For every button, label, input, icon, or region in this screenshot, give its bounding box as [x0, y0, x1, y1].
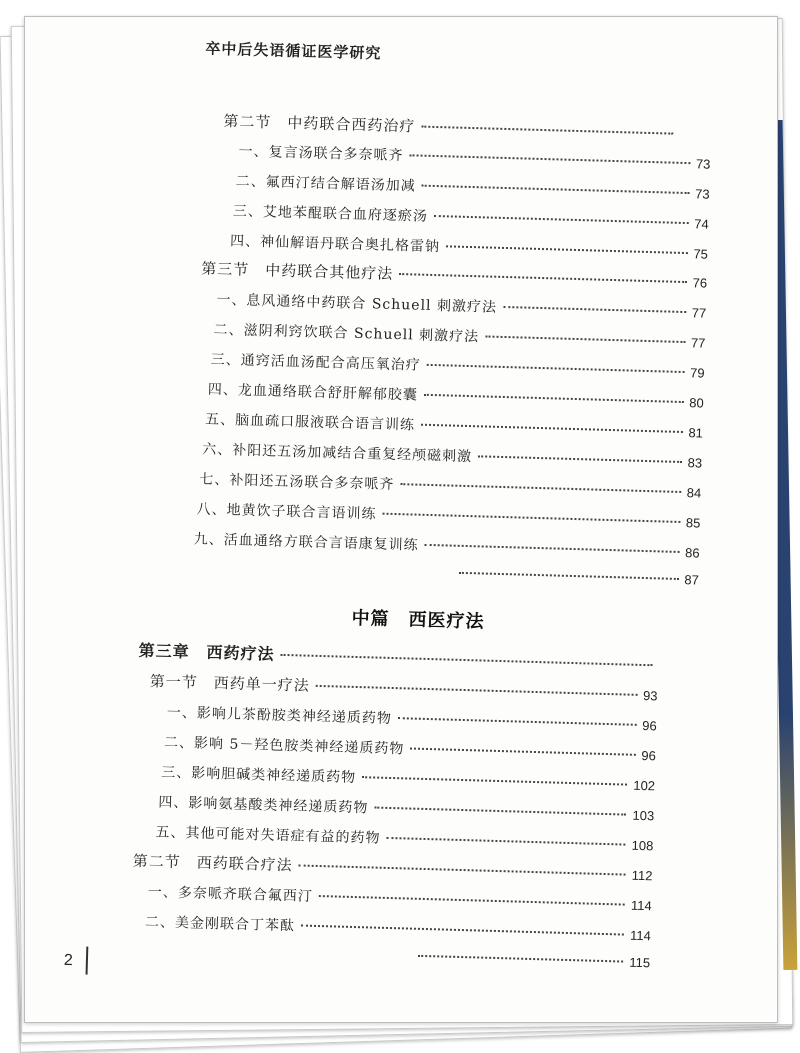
- toc-entry-page: 87: [684, 572, 700, 588]
- toc-entry-title: 第三节 中药联合其他疗法: [201, 259, 394, 283]
- toc-entry: [202, 439, 702, 473]
- toc-entry-page: 79: [689, 365, 705, 381]
- toc-entry-page: 75: [693, 246, 709, 262]
- toc-entry: [145, 911, 651, 945]
- dot-leader: [362, 776, 627, 785]
- toc-entry-title: 八、地黄饮子联合言语训练: [196, 501, 377, 523]
- dot-leader: [299, 864, 626, 875]
- toc-entry-title: 二、影响 5－羟色胺类神经递质药物: [163, 734, 405, 758]
- toc-entry-title: 五、脑血疏口服液联合语言训练: [204, 411, 416, 434]
- toc-entry-page: 77: [690, 335, 706, 351]
- dot-leader: [319, 895, 625, 906]
- toc-entry: [223, 110, 679, 144]
- dot-leader: [434, 215, 688, 224]
- dot-leader: [374, 807, 626, 816]
- dot-leader: [446, 245, 687, 254]
- toc-entry: [138, 638, 658, 676]
- toc-entry: [161, 762, 655, 796]
- toc-entry-page: 76: [692, 275, 708, 291]
- toc-entry-page: 84: [686, 485, 702, 501]
- dot-leader: [424, 394, 683, 403]
- toc-entry: [158, 792, 654, 826]
- dot-leader: [281, 654, 653, 666]
- toc-entry: [155, 821, 653, 855]
- dot-leader: [383, 513, 680, 523]
- toc-entry-title: 三、影响胆碱类神经递质药物: [160, 764, 357, 787]
- toc-entry-title: 一、多奈哌齐联合氟西汀: [147, 884, 314, 905]
- toc-entry-page: 96: [641, 747, 657, 764]
- toc-entry-page: 93: [642, 688, 658, 704]
- toc-entry-page: 73: [695, 156, 711, 172]
- toc-entry-page: 96: [642, 717, 657, 734]
- toc-entry: [193, 528, 699, 562]
- dot-leader: [400, 483, 680, 493]
- toc-entry: [238, 141, 710, 174]
- dot-leader: [427, 364, 684, 373]
- toc-entry: [412, 949, 650, 971]
- toc-entry: [230, 230, 708, 263]
- toc-entry-title: 第三章 西药疗法: [138, 640, 275, 664]
- toc-entry-title: 四、神仙解语丹联合奥扎格雷钠: [229, 233, 441, 256]
- toc-entry: [453, 566, 699, 588]
- book-page: [24, 16, 778, 1023]
- toc-entry-title: 七、补阳还五汤联合多奈哌齐: [199, 471, 395, 493]
- toc-entry-title: 二、滋阴利窍饮联合 Schuell 刺激疗法: [213, 321, 480, 346]
- toc-entry-page: 80: [689, 395, 704, 411]
- toc-entry-page: 103: [632, 807, 655, 824]
- toc-entry: [213, 319, 705, 353]
- toc-entry: [132, 850, 652, 886]
- toc-entry-title: 一、复言汤联合多奈哌齐: [238, 143, 404, 165]
- page-content: [24, 16, 778, 1023]
- toc-entry-page: 81: [688, 425, 704, 441]
- toc-entry: [205, 409, 703, 443]
- toc-entry-title: 三、通窍活血汤配合高压氧治疗: [210, 351, 421, 374]
- toc-entry-page: 77: [691, 305, 707, 321]
- dot-leader: [422, 185, 689, 194]
- toc-entry: [216, 289, 706, 323]
- toc-entry-page: 74: [694, 216, 709, 232]
- toc-entry: [201, 258, 707, 293]
- dot-leader: [301, 925, 624, 936]
- dot-leader: [386, 837, 625, 846]
- toc-entry-page: 85: [685, 515, 701, 531]
- toc-entry-title: 第二节 西药联合疗法: [132, 851, 293, 875]
- toc-entry-title: 二、美金刚联合丁苯酞: [144, 914, 296, 935]
- toc-entry: [233, 200, 709, 233]
- toc-entry: [167, 702, 657, 736]
- dot-leader: [399, 273, 686, 283]
- toc-entry: [148, 881, 652, 915]
- dot-leader: [459, 572, 679, 580]
- toc-entry-title: 一、影响儿茶酚胺类神经递质药物: [166, 704, 393, 727]
- toc-entry-page: 73: [694, 186, 710, 202]
- part-title: 中篇 西医疗法: [351, 607, 485, 633]
- toc-entry: [235, 170, 709, 203]
- toc-entry-title: 四、龙血通络联合舒肝解郁胶囊: [207, 381, 419, 404]
- toc-entry: [196, 498, 700, 532]
- dot-leader: [410, 748, 635, 756]
- toc-entry-title: 二、氟西汀结合解语汤加减: [235, 173, 416, 195]
- toc-entry-page: 115: [629, 954, 651, 971]
- dot-leader: [425, 544, 679, 553]
- toc-entry-page: 108: [631, 837, 654, 854]
- toc-entry-title: 九、活血通络方联合言语康复训练: [193, 531, 419, 554]
- toc-entry: [208, 379, 704, 413]
- toc-entry-page: 112: [631, 867, 653, 884]
- dot-leader: [410, 154, 690, 164]
- page-number: 2: [63, 951, 74, 970]
- toc-entry: [149, 670, 657, 705]
- toc-entry-title: 一、息风通络中药联合 Schuell 刺激疗法: [216, 291, 498, 316]
- toc-entry: [199, 469, 701, 503]
- toc-entry: [164, 732, 656, 766]
- dot-leader: [421, 424, 682, 433]
- dot-leader: [398, 717, 636, 726]
- dot-leader: [503, 306, 686, 313]
- running-head: 卒中后失语循证医学研究: [205, 39, 382, 63]
- toc-entry-title: 第二节 中药联合西药治疗: [223, 112, 416, 136]
- dot-leader: [421, 126, 673, 135]
- dot-leader: [418, 955, 623, 963]
- toc-entry-page: 86: [684, 545, 700, 561]
- page-number-rule: [86, 947, 89, 975]
- toc-entry-title: 第一节 西药单一疗法: [149, 672, 310, 695]
- toc-entry-title: 四、影响氨基酸类神经递质药物: [158, 794, 369, 817]
- toc-entry-title: 三、艾地苯醌联合血府逐瘀汤: [232, 203, 429, 225]
- dot-leader: [485, 335, 685, 343]
- toc-entry-page: 114: [630, 897, 652, 914]
- toc-entry-page: 114: [629, 927, 652, 944]
- toc-entry-title: 五、其他可能对失语症有益的药物: [155, 824, 381, 847]
- dot-leader: [316, 685, 637, 696]
- toc-entry-title: 六、补阳还五汤加减结合重复经颅磁刺激: [202, 441, 473, 466]
- dot-leader: [478, 455, 682, 463]
- toc-entry-page: 83: [687, 455, 703, 471]
- toc-entry-page: 102: [633, 777, 656, 794]
- toc-entry: [211, 349, 705, 383]
